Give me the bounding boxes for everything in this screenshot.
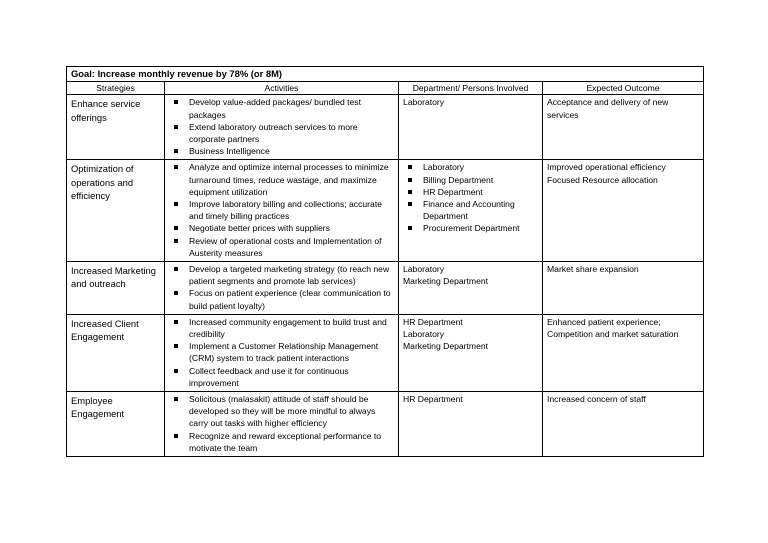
strategy-cell: Enhance service offerings — [67, 95, 165, 160]
department-item: Billing Department — [403, 174, 538, 186]
table-body — [67, 95, 704, 457]
outcome-cell — [543, 95, 704, 160]
departments-cell — [399, 262, 543, 315]
header-expected-outcome: Expected Outcome — [543, 82, 704, 95]
activity-item: Increased community engagement to build trust and credibility — [169, 316, 394, 340]
outcome-cell — [543, 314, 704, 391]
header-row — [67, 82, 704, 95]
activity-item: Focus on patient experience (clear communication to build patient loyalty) — [169, 287, 394, 311]
departments-cell — [399, 95, 543, 160]
outcome-item: Acceptance and delivery of new services — [547, 97, 669, 120]
table-row — [67, 160, 704, 262]
activities-list — [169, 393, 394, 454]
goal-title: Goal: Increase monthly revenue by 78% (or 8M) — [67, 67, 704, 82]
departments-cell — [399, 314, 543, 391]
outcome-item: Market share expansion — [547, 264, 639, 275]
activity-item: Analyze and optimize internal processes to minimize turnaround times, reduce wastage, and maximize equipment utilization — [169, 161, 394, 198]
outcome-item: Improved operational efficiency — [547, 162, 666, 173]
departments-cell — [399, 392, 543, 457]
activities-list — [169, 263, 394, 312]
activity-item: Recognize and reward exceptional performance to motivate the team — [169, 430, 394, 454]
activities-cell — [165, 314, 399, 391]
strategy-table — [66, 66, 704, 457]
departments-cell — [399, 160, 543, 262]
activities-list — [169, 161, 394, 259]
departments-list — [403, 161, 538, 234]
activity-item: Improve laboratory billing and collections; accurate and timely billing practices — [169, 198, 394, 222]
department-item: Laboratory — [403, 264, 445, 275]
activities-cell — [165, 160, 399, 262]
activity-item: Collect feedback and use it for continuous improvement — [169, 365, 394, 389]
table-row — [67, 392, 704, 457]
department-item: Marketing Department — [403, 341, 489, 352]
activities-cell — [165, 262, 399, 315]
outcome-cell — [543, 392, 704, 457]
header-strategies: Strategies — [67, 82, 165, 95]
table-row — [67, 262, 704, 315]
department-item: Finance and Accounting Department — [403, 198, 538, 222]
strategy-cell: Employee Engagement — [67, 392, 165, 457]
header-departments: Department/ Persons Involved — [399, 82, 543, 95]
outcome-item: Focused Resource allocation — [547, 174, 658, 185]
department-item: HR Department — [403, 186, 538, 198]
activity-item: Business Intelligence — [169, 145, 394, 157]
activity-item: Develop value-added packages/ bundled test packages — [169, 96, 394, 120]
activities-cell — [165, 95, 399, 160]
outcome-cell — [543, 262, 704, 315]
department-item: Laboratory — [403, 161, 538, 173]
table-row — [67, 95, 704, 160]
table-row — [67, 314, 704, 391]
strategy-document — [66, 66, 703, 457]
strategy-cell: Increased Client Engagement — [67, 314, 165, 391]
department-item: Laboratory — [403, 97, 445, 108]
department-item: HR Department — [403, 394, 463, 405]
activities-cell — [165, 392, 399, 457]
department-item: Laboratory — [403, 329, 445, 340]
strategy-cell: Increased Marketing and outreach — [67, 262, 165, 315]
outcome-item: Competition and market saturation — [547, 329, 679, 340]
activity-item: Review of operational costs and Implementation of Austerity measures — [169, 235, 394, 259]
department-item: Marketing Department — [403, 276, 489, 287]
header-activities: Activities — [165, 82, 399, 95]
activities-list — [169, 316, 394, 389]
outcome-item: Increased concern of staff — [547, 394, 646, 405]
outcome-item: Enhanced patient experience; — [547, 316, 661, 327]
activity-item: Negotiate better prices with suppliers — [169, 222, 394, 234]
activity-item: Solicitous (malasakit) attitude of staff should be developed so they will be more mindful to always carry out tasks with higher efficiency — [169, 393, 394, 430]
activities-list — [169, 96, 394, 157]
strategy-cell: Optimization of operations and efficiency — [67, 160, 165, 262]
activity-item: Implement a Customer Relationship Management (CRM) system to track patient interactions — [169, 340, 394, 364]
outcome-cell — [543, 160, 704, 262]
activity-item: Develop a targeted marketing strategy (to reach new patient segments and promote lab services) — [169, 263, 394, 287]
department-item: HR Department — [403, 316, 463, 327]
department-item: Procurement Department — [403, 222, 538, 234]
activity-item: Extend laboratory outreach services to more corporate partners — [169, 121, 394, 145]
